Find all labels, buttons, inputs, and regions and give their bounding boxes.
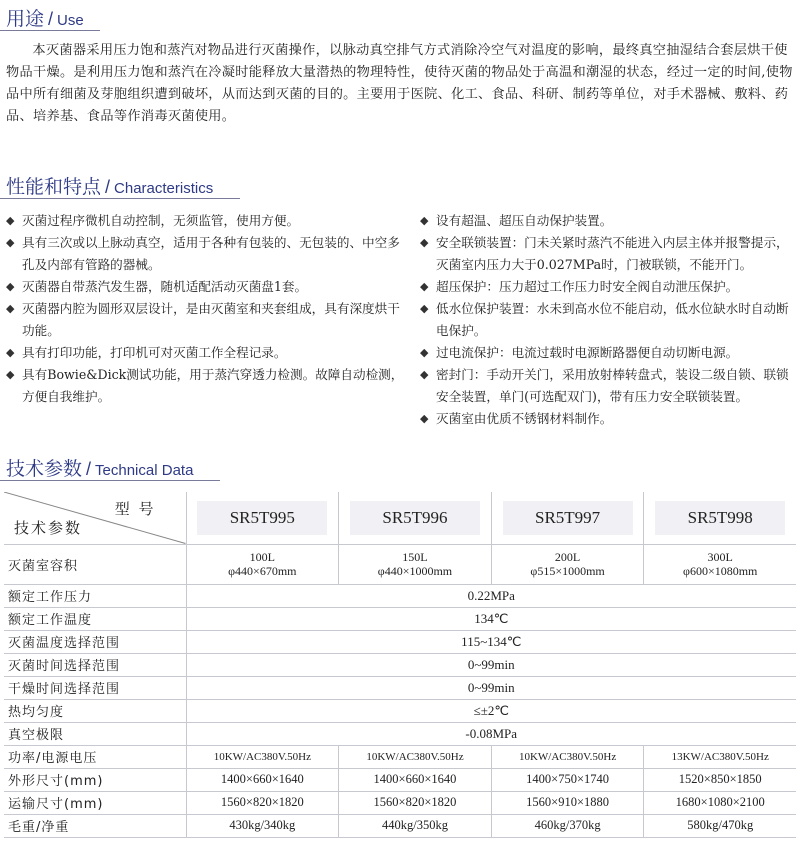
- capacity-cell: 300L φ600×1080mm: [644, 544, 796, 584]
- table-row: [4, 814, 796, 837]
- diamond-bullet-icon: ◆: [420, 214, 429, 227]
- diamond-bullet-icon: ◆: [420, 236, 429, 249]
- row-value: 1680×1080×2100: [644, 791, 796, 814]
- features-left-column: [6, 210, 406, 408]
- header-param-label: 技术参数: [14, 518, 83, 537]
- usage-title-en: Use: [57, 12, 84, 29]
- row-value: 1560×910×1880: [491, 791, 644, 814]
- row-value: 13KW/AC380V.50Hz: [644, 745, 796, 768]
- tech-title-cn: 技术参数: [6, 458, 83, 480]
- table-row: [4, 791, 796, 814]
- tech-divider: [0, 480, 220, 481]
- header-model-label: 型 号: [114, 500, 156, 518]
- feature-item: ◆ 具有Bowie&Dick测试功能，用于蒸汽穿透力检测。故障自动检测，方便自我维护。: [6, 364, 406, 408]
- row-value: 10KW/AC380V.50Hz: [491, 745, 644, 768]
- feature-item: ◆ 具有三次或以上脉动真空，适用于各种有包装的、无包装的、中空多孔及内部有管路的器械。: [6, 232, 406, 276]
- diamond-bullet-icon: ◆: [6, 280, 15, 293]
- diamond-bullet-icon: ◆: [420, 302, 429, 315]
- row-value: 440kg/350kg: [339, 814, 492, 837]
- feature-item: ◆ 超压保护：压力超过工作压力时安全阀自动泄压保护。: [420, 276, 798, 298]
- table-row: [4, 699, 796, 722]
- feature-item: ◆ 灭菌过程序微机自动控制，无须监管，使用方便。: [6, 210, 406, 232]
- model-header-cell: [644, 492, 796, 544]
- row-value: 0.22MPa: [186, 584, 796, 607]
- usage-paragraph: 本灭菌器采用压力饱和蒸汽对物品进行灭菌操作，以脉动真空排气方式消除冷空气对温度的影响，最终真空抽湿结合套层烘干使物品干燥。是利用压力饱和蒸汽在冷凝时能释放大量潜热的物理特性，使待灭菌的物品处于高温和潮湿的状态，经过一定的时间,使物品中所有细菌及芽胞组织遭到破坏，从而达到灭菌的目的。主要用于医院、化工、食品、科研、制药等单位，对手术器械、敷料、药品、培养基、食品等作消毒灭菌使用。: [6, 43, 793, 124]
- table-row: [4, 584, 796, 607]
- feature-item: ◆ 密封门：手动开关门，采用放射棒转盘式，装设二级自锁、联锁安全装置，单门(可选配双门)，带有压力安全联锁装置。: [420, 364, 798, 408]
- diamond-bullet-icon: ◆: [6, 214, 15, 227]
- table-row: [4, 722, 796, 745]
- usage-title-cn: 用途: [6, 8, 45, 30]
- row-label: 毛重/净重: [4, 814, 186, 837]
- model-name: SR5T998: [655, 501, 785, 535]
- diamond-bullet-icon: ◆: [420, 368, 429, 381]
- model-name: SR5T997: [503, 501, 633, 535]
- row-value: ≤±2℃: [186, 699, 796, 722]
- row-label: 真空极限: [4, 722, 186, 745]
- features-title-en: Characteristics: [114, 180, 214, 197]
- table-row: [4, 653, 796, 676]
- diagonal-header-cell: [4, 492, 186, 544]
- row-label: 热均匀度: [4, 699, 186, 722]
- features-section-title: [6, 172, 213, 199]
- diamond-bullet-icon: ◆: [6, 236, 15, 249]
- row-value: -0.08MPa: [186, 722, 796, 745]
- diamond-bullet-icon: ◆: [420, 346, 429, 359]
- row-value: 0~99min: [186, 676, 796, 699]
- title-separator: /: [105, 177, 111, 197]
- row-value: 0~99min: [186, 653, 796, 676]
- row-value: 10KW/AC380V.50Hz: [186, 745, 339, 768]
- table-row: [4, 768, 796, 791]
- table-header-row: [4, 492, 796, 544]
- row-value: 1400×660×1640: [339, 768, 492, 791]
- tech-section-title: [6, 454, 193, 481]
- diamond-bullet-icon: ◆: [420, 280, 429, 293]
- row-label: 外形尺寸(mm): [4, 768, 186, 791]
- row-label: 灭菌时间选择范围: [4, 653, 186, 676]
- table-row: [4, 544, 796, 584]
- feature-item: ◆ 灭菌器自带蒸汽发生器，随机适配活动灭菌盘1套。: [6, 276, 406, 298]
- row-label: 灭菌温度选择范围: [4, 630, 186, 653]
- feature-item: ◆ 灭菌器内腔为圆形双层设计，是由灭菌室和夹套组成，具有深度烘干功能。: [6, 298, 406, 342]
- features-right-column: [420, 210, 798, 430]
- row-value: 10KW/AC380V.50Hz: [339, 745, 492, 768]
- model-header-cell: [339, 492, 492, 544]
- table-row: [4, 745, 796, 768]
- usage-section-title: [6, 4, 84, 31]
- model-name: SR5T996: [350, 501, 480, 535]
- table-row: [4, 607, 796, 630]
- feature-item: ◆ 具有打印功能，打印机可对灭菌工作全程记录。: [6, 342, 406, 364]
- row-label: 运输尺寸(mm): [4, 791, 186, 814]
- row-value: 460kg/370kg: [491, 814, 644, 837]
- row-value: 1400×750×1740: [491, 768, 644, 791]
- table-row: [4, 676, 796, 699]
- row-value: 1520×850×1850: [644, 768, 796, 791]
- tech-title-en: Technical Data: [95, 462, 194, 479]
- row-value: 1560×820×1820: [339, 791, 492, 814]
- title-separator: /: [48, 9, 54, 29]
- row-value: 1560×820×1820: [186, 791, 339, 814]
- row-label: 额定工作温度: [4, 607, 186, 630]
- diamond-bullet-icon: ◆: [420, 412, 429, 425]
- table-row: [4, 630, 796, 653]
- model-header-cell: [186, 492, 339, 544]
- row-value: 580kg/470kg: [644, 814, 796, 837]
- feature-item: ◆ 低水位保护装置：水未到高水位不能启动，低水位缺水时自动断电保护。: [420, 298, 798, 342]
- row-value: 1400×660×1640: [186, 768, 339, 791]
- row-value: 430kg/340kg: [186, 814, 339, 837]
- feature-item: ◆ 过电流保护：电流过载时电源断路器便自动切断电源。: [420, 342, 798, 364]
- row-label: 功率/电源电压: [4, 745, 186, 768]
- diamond-bullet-icon: ◆: [6, 368, 15, 381]
- diamond-bullet-icon: ◆: [6, 302, 15, 315]
- feature-item: ◆ 设有超温、超压自动保护装置。: [420, 210, 798, 232]
- model-header-cell: [491, 492, 644, 544]
- feature-item: ◆ 灭菌室由优质不锈钢材料制作。: [420, 408, 798, 430]
- model-name: SR5T995: [197, 501, 327, 535]
- spec-table: [4, 492, 796, 838]
- usage-divider: [0, 30, 100, 31]
- capacity-cell: 200L φ515×1000mm: [491, 544, 644, 584]
- row-value: 134℃: [186, 607, 796, 630]
- diamond-bullet-icon: ◆: [6, 346, 15, 359]
- capacity-cell: 150L φ440×1000mm: [339, 544, 492, 584]
- row-label: 额定工作压力: [4, 584, 186, 607]
- title-separator: /: [86, 459, 92, 479]
- row-label: 灭菌室容积: [4, 544, 186, 584]
- features-title-cn: 性能和特点: [6, 176, 102, 198]
- feature-item: ◆ 安全联锁装置：门未关紧时蒸汽不能进入内层主体并报警提示，灭菌室内压力大于0.027MPa时，门被联锁，不能开门。: [420, 232, 798, 276]
- row-value: 115~134℃: [186, 630, 796, 653]
- row-label: 干燥时间选择范围: [4, 676, 186, 699]
- features-divider: [0, 198, 240, 199]
- capacity-cell: 100L φ440×670mm: [186, 544, 339, 584]
